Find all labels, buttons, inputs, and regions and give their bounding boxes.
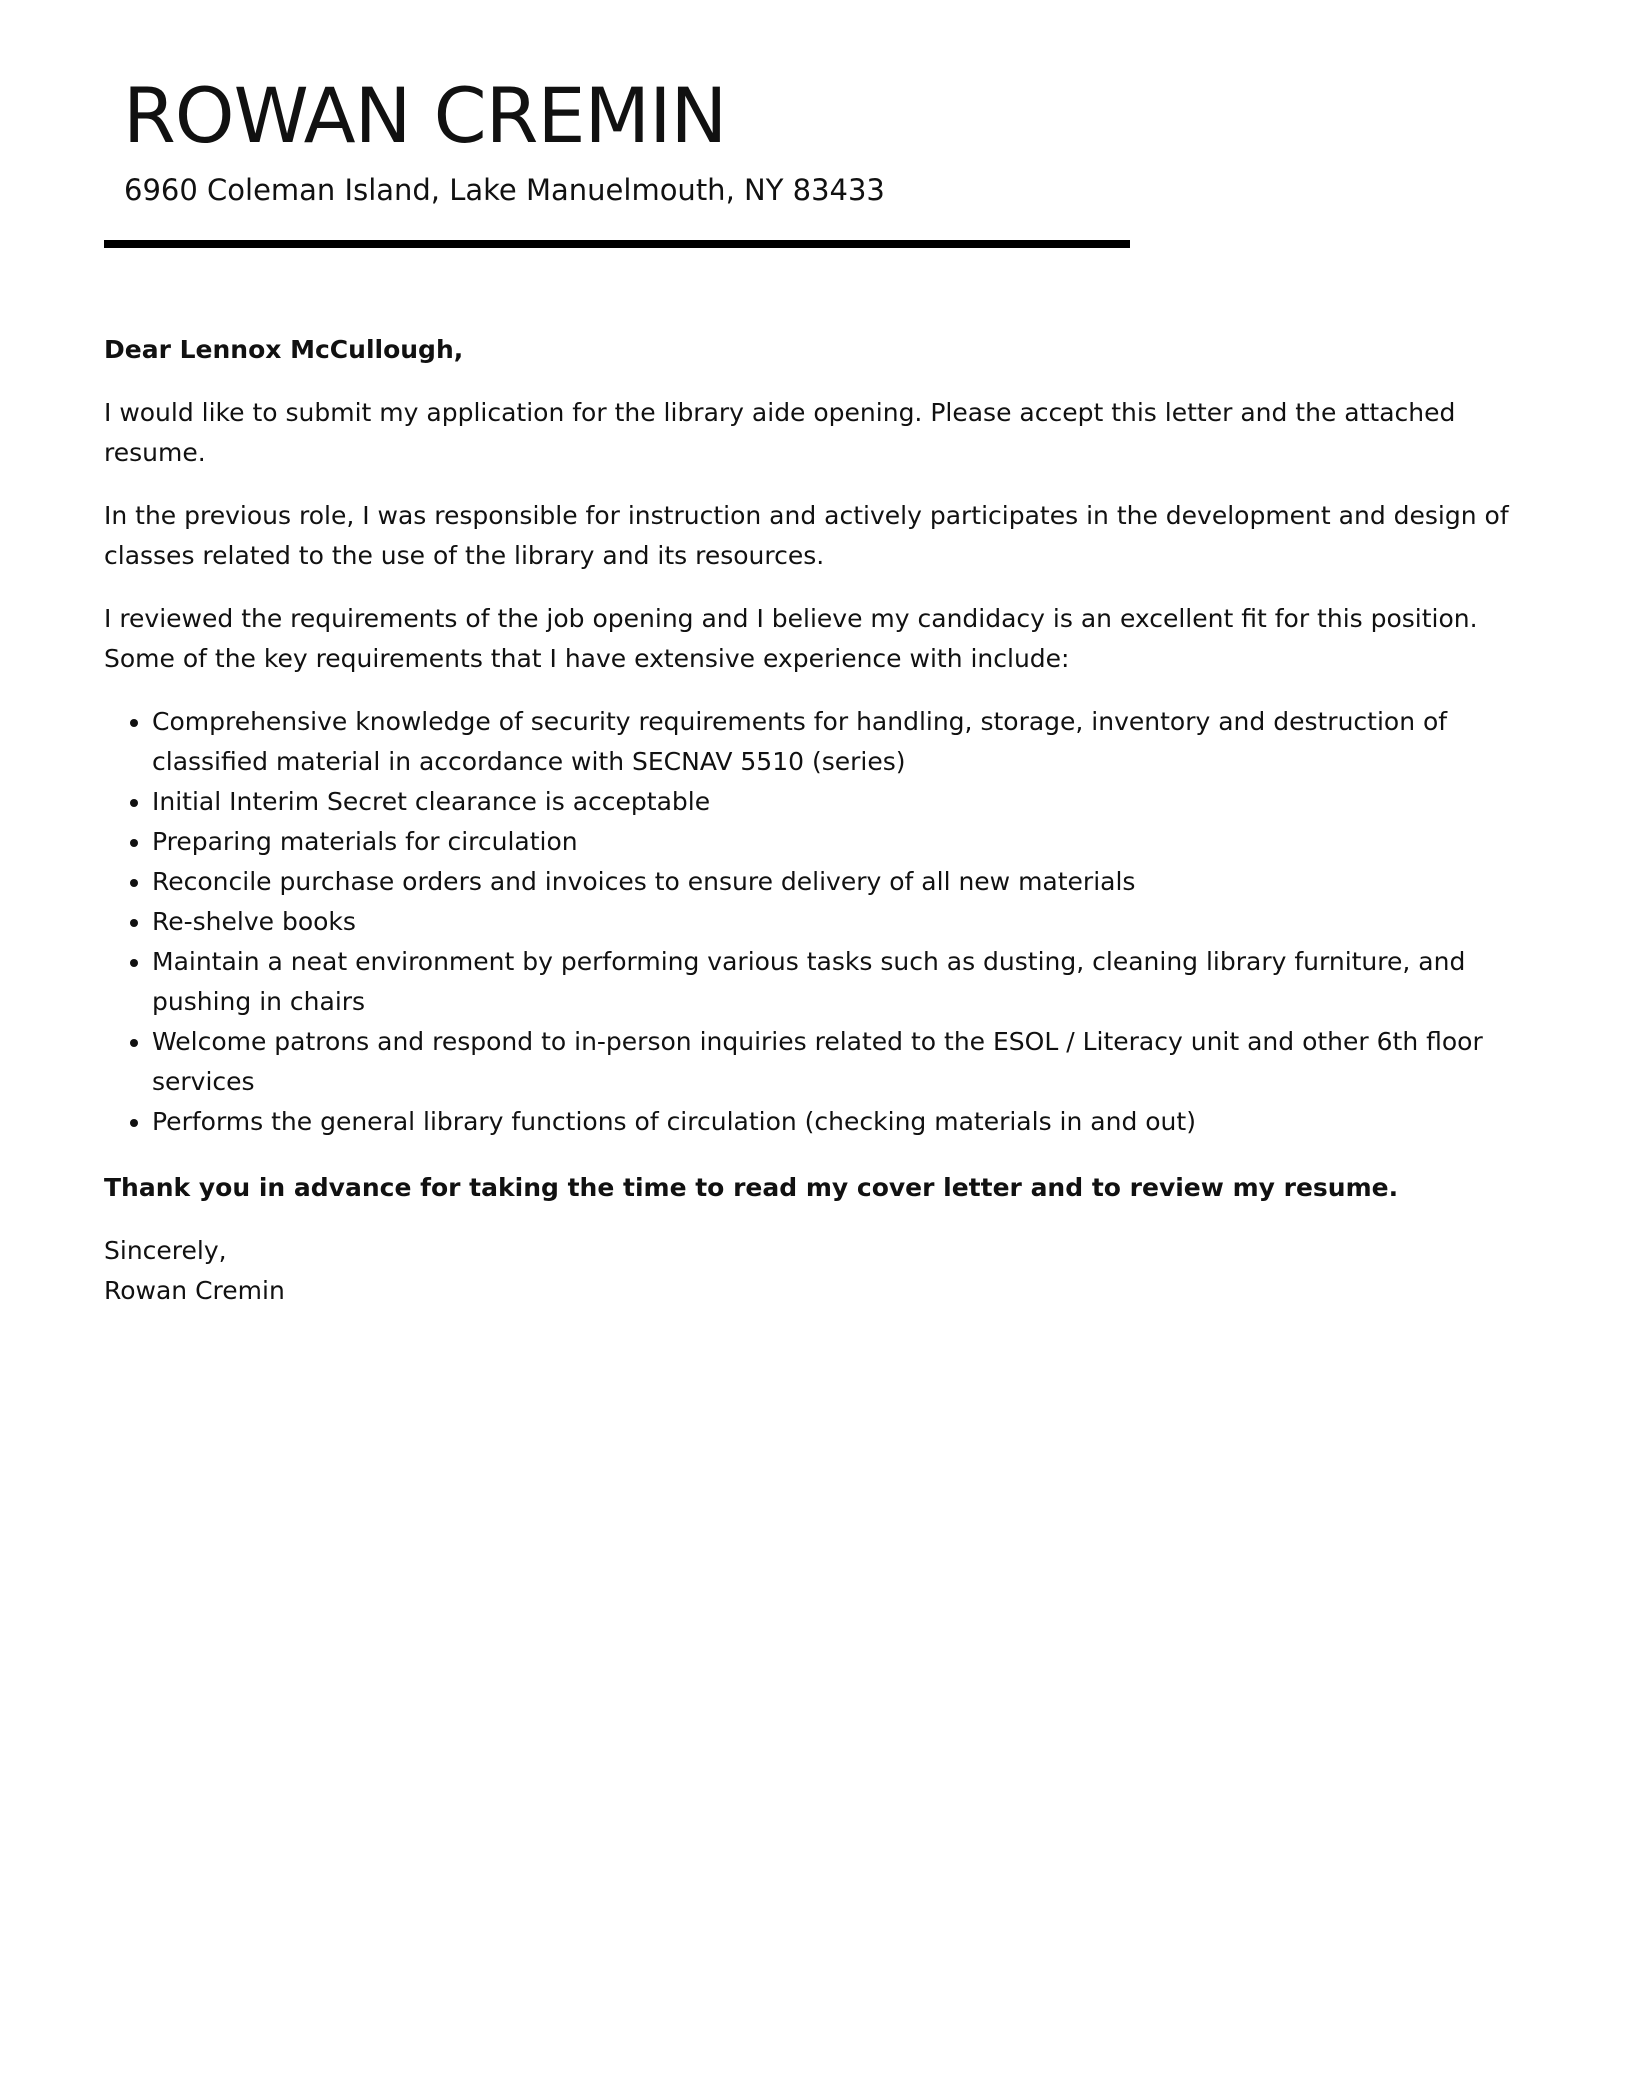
list-item: • Comprehensive knowledge of security requirements for handling, storage, inventory and destruction of classified material in accordance with SECNAV 5510 (series) bbox=[152, 702, 1534, 782]
list-item: • Re-shelve books bbox=[152, 902, 1534, 942]
intro-paragraph: I would like to submit my application for the library aide opening. Please accept this letter and the attached resume. bbox=[104, 398, 1456, 467]
signoff-text: Sincerely, bbox=[104, 1236, 227, 1265]
requirements-paragraph: I reviewed the requirements of the job opening and I believe my candidacy is an excellent fit for this position. Some of the key requirements that I have extensive experience with include: bbox=[104, 604, 1478, 673]
experience-paragraph: In the previous role, I was responsible for instruction and actively participates in the development and design of classes related to the use of the library and its resources. bbox=[104, 501, 1509, 570]
signoff-block bbox=[104, 1231, 1534, 1311]
list-item: • Preparing materials for circulation bbox=[152, 822, 1534, 862]
header-divider bbox=[104, 240, 1130, 248]
list-item: • Reconcile purchase orders and invoices to ensure delivery of all new materials bbox=[152, 862, 1534, 902]
salutation: Dear Lennox McCullough, bbox=[104, 335, 464, 364]
signature-name: Rowan Cremin bbox=[104, 1276, 285, 1305]
applicant-address: 6960 Coleman Island, Lake Manuelmouth, NY 83433 bbox=[124, 173, 885, 207]
applicant-name: ROWAN CREMIN bbox=[123, 71, 727, 160]
letter-body bbox=[104, 330, 1534, 1334]
requirements-list bbox=[104, 702, 1534, 1142]
list-item: • Initial Interim Secret clearance is acceptable bbox=[152, 782, 1534, 822]
list-item: • Maintain a neat environment by performing various tasks such as dusting, cleaning library furniture, and pushing in chairs bbox=[152, 942, 1534, 1022]
list-item: • Welcome patrons and respond to in-person inquiries related to the ESOL / Literacy unit and other 6th floor services bbox=[152, 1022, 1534, 1102]
list-item: • Performs the general library functions of circulation (checking materials in and out) bbox=[152, 1102, 1534, 1142]
closing-paragraph: Thank you in advance for taking the time to read my cover letter and to review my resume. bbox=[104, 1173, 1399, 1202]
